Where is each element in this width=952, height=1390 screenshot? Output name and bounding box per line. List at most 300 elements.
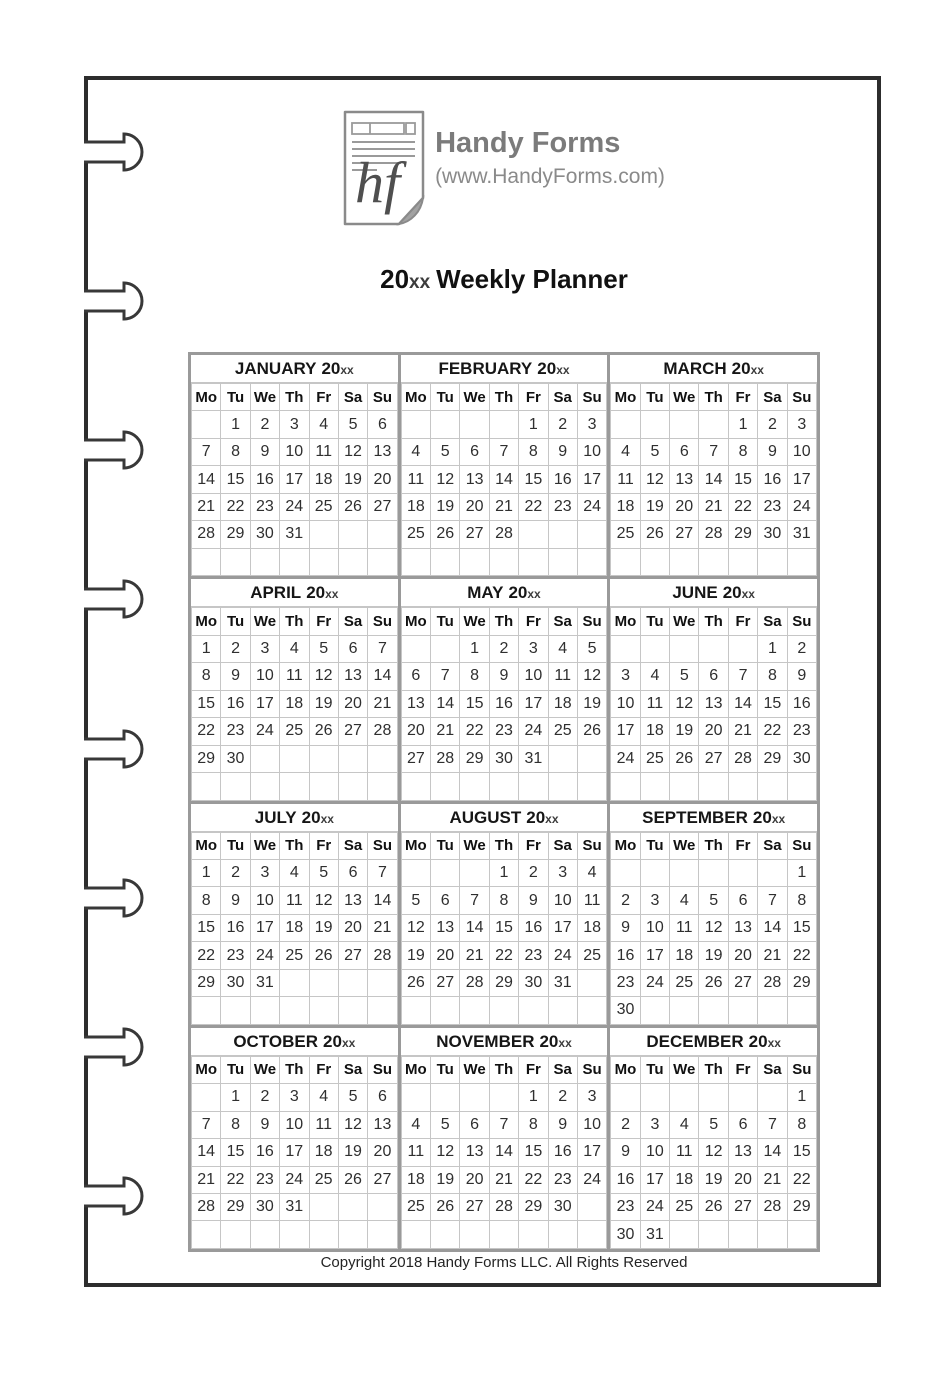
day-cell: 26 — [670, 745, 699, 772]
day-header-row — [192, 1056, 398, 1083]
day-cell: 20 — [460, 1166, 489, 1193]
day-cell: 11 — [577, 887, 606, 914]
day-header-cell: Su — [787, 608, 816, 635]
week-row — [192, 1111, 398, 1138]
day-cell: 11 — [611, 466, 640, 493]
day-cell — [338, 997, 367, 1025]
day-cell: 1 — [192, 635, 221, 662]
day-cell — [338, 745, 367, 772]
day-cell: 1 — [221, 1084, 250, 1111]
day-header-row — [192, 384, 398, 411]
week-row — [401, 772, 607, 800]
day-cell: 1 — [519, 1084, 548, 1111]
day-header-row — [192, 608, 398, 635]
day-cell: 16 — [221, 914, 250, 941]
day-cell — [431, 997, 460, 1025]
day-cell: 17 — [548, 914, 577, 941]
week-row — [401, 1111, 607, 1138]
week-row — [401, 969, 607, 996]
day-cell: 25 — [401, 521, 430, 548]
day-cell — [611, 772, 640, 800]
day-cell: 12 — [338, 438, 367, 465]
day-cell: 26 — [577, 718, 606, 745]
day-cell: 2 — [221, 859, 250, 886]
day-header-cell: Fr — [728, 1056, 757, 1083]
day-cell: 7 — [192, 438, 221, 465]
day-cell: 1 — [460, 635, 489, 662]
week-row — [401, 1194, 607, 1221]
day-cell — [338, 548, 367, 576]
day-cell: 5 — [577, 635, 606, 662]
day-header-cell: Sa — [548, 384, 577, 411]
day-header-row — [611, 832, 817, 859]
day-cell: 2 — [221, 635, 250, 662]
day-header-cell: We — [460, 832, 489, 859]
day-cell: 8 — [758, 663, 787, 690]
day-cell: 14 — [489, 1139, 518, 1166]
day-cell: 4 — [309, 411, 338, 438]
month-title — [191, 1028, 398, 1056]
day-cell — [728, 772, 757, 800]
day-cell: 28 — [758, 1194, 787, 1221]
day-cell — [758, 997, 787, 1025]
day-cell — [489, 1084, 518, 1111]
handy-forms-logo — [188, 110, 820, 226]
day-header-cell: Th — [280, 608, 309, 635]
day-cell: 27 — [728, 1194, 757, 1221]
day-cell: 20 — [728, 942, 757, 969]
day-cell: 24 — [787, 493, 816, 520]
day-header-cell: Sa — [548, 832, 577, 859]
logo-monogram: hf — [355, 150, 401, 215]
month-day-grid — [610, 1056, 817, 1249]
day-cell: 13 — [368, 1111, 397, 1138]
day-cell: 5 — [401, 887, 430, 914]
day-cell: 22 — [221, 493, 250, 520]
day-cell: 22 — [519, 1166, 548, 1193]
day-cell: 18 — [309, 1139, 338, 1166]
day-cell: 23 — [611, 969, 640, 996]
day-cell: 14 — [368, 663, 397, 690]
day-header-cell: We — [670, 608, 699, 635]
day-cell: 28 — [460, 969, 489, 996]
disc-punch-hole-icon — [78, 273, 150, 329]
day-cell: 27 — [460, 521, 489, 548]
day-cell: 24 — [519, 718, 548, 745]
day-cell — [577, 521, 606, 548]
day-cell: 15 — [221, 1139, 250, 1166]
day-cell: 19 — [431, 493, 460, 520]
day-cell — [670, 997, 699, 1025]
day-cell: 24 — [611, 745, 640, 772]
day-cell: 4 — [670, 887, 699, 914]
day-cell — [338, 521, 367, 548]
day-cell: 7 — [489, 1111, 518, 1138]
day-header-cell: Th — [280, 1056, 309, 1083]
day-cell: 21 — [192, 1166, 221, 1193]
day-header-cell: Th — [280, 832, 309, 859]
day-cell: 13 — [338, 887, 367, 914]
day-cell: 8 — [192, 663, 221, 690]
day-cell: 10 — [577, 1111, 606, 1138]
day-header-cell: Tu — [640, 384, 669, 411]
month-day-grid — [610, 607, 817, 800]
day-cell: 2 — [548, 411, 577, 438]
month-year-prefix: 20 — [306, 583, 326, 603]
week-row — [401, 521, 607, 548]
day-cell — [519, 521, 548, 548]
day-header-cell: Mo — [401, 1056, 430, 1083]
day-cell: 14 — [192, 1139, 221, 1166]
day-cell: 12 — [699, 1139, 728, 1166]
day-cell: 2 — [519, 859, 548, 886]
day-header-cell: Sa — [758, 832, 787, 859]
day-cell: 22 — [758, 718, 787, 745]
day-cell: 18 — [548, 690, 577, 717]
day-cell — [577, 1221, 606, 1249]
day-header-cell: Fr — [309, 1056, 338, 1083]
day-cell: 23 — [787, 718, 816, 745]
week-row — [192, 914, 398, 941]
month-title — [401, 1028, 608, 1056]
day-header-cell: Su — [368, 384, 397, 411]
day-cell: 19 — [577, 690, 606, 717]
month-year-prefix: 20 — [731, 359, 751, 378]
month-name: MARCH — [663, 359, 727, 378]
week-row — [192, 521, 398, 548]
day-header-cell: Mo — [401, 832, 430, 859]
day-header-cell: Fr — [728, 384, 757, 411]
week-row — [401, 718, 607, 745]
day-cell: 31 — [280, 521, 309, 548]
disc-punch-hole-icon — [78, 571, 150, 627]
day-cell: 4 — [401, 1111, 430, 1138]
day-cell: 13 — [368, 438, 397, 465]
day-cell — [670, 548, 699, 576]
day-cell: 11 — [640, 690, 669, 717]
day-cell — [489, 411, 518, 438]
week-row — [401, 438, 607, 465]
day-cell: 29 — [728, 521, 757, 548]
day-cell: 17 — [280, 466, 309, 493]
day-cell: 25 — [670, 969, 699, 996]
day-cell: 5 — [640, 438, 669, 465]
day-cell: 25 — [611, 521, 640, 548]
day-cell — [787, 1221, 816, 1249]
day-cell: 5 — [431, 438, 460, 465]
week-row — [611, 914, 817, 941]
month-year-suffix: xx — [325, 587, 339, 602]
day-cell: 4 — [401, 438, 430, 465]
day-cell: 30 — [519, 969, 548, 996]
day-cell: 3 — [250, 859, 279, 886]
disc-punch-hole-icon — [78, 870, 150, 926]
day-cell: 11 — [280, 887, 309, 914]
handy-forms-document-icon — [343, 110, 425, 226]
month-january — [191, 355, 398, 576]
month-title — [401, 804, 608, 832]
day-cell: 29 — [192, 969, 221, 996]
day-cell: 25 — [577, 942, 606, 969]
day-cell: 15 — [787, 914, 816, 941]
week-row — [192, 997, 398, 1025]
day-cell: 6 — [699, 663, 728, 690]
day-cell — [611, 859, 640, 886]
day-cell: 5 — [338, 1084, 367, 1111]
day-cell: 17 — [577, 1139, 606, 1166]
day-cell — [640, 997, 669, 1025]
day-cell: 28 — [192, 521, 221, 548]
day-cell: 28 — [758, 969, 787, 996]
month-name: JULY — [254, 807, 297, 827]
day-cell: 1 — [758, 635, 787, 662]
day-cell — [611, 411, 640, 438]
day-cell: 14 — [460, 914, 489, 941]
month-december — [610, 1028, 817, 1249]
day-cell: 26 — [338, 1166, 367, 1193]
week-row — [192, 1166, 398, 1193]
day-cell: 13 — [338, 663, 367, 690]
day-cell: 14 — [728, 690, 757, 717]
day-header-cell: We — [250, 832, 279, 859]
day-cell: 24 — [250, 942, 279, 969]
week-row — [401, 1221, 607, 1249]
day-header-cell: We — [250, 1056, 279, 1083]
day-cell: 2 — [611, 887, 640, 914]
day-cell: 16 — [489, 690, 518, 717]
day-cell — [221, 1221, 250, 1249]
day-header-cell: Sa — [548, 1056, 577, 1083]
day-cell: 3 — [640, 1111, 669, 1138]
day-cell: 31 — [519, 745, 548, 772]
day-cell: 24 — [577, 493, 606, 520]
month-title — [401, 579, 608, 607]
month-year-prefix: 20 — [748, 1031, 768, 1051]
month-september — [610, 804, 817, 1025]
day-cell — [699, 859, 728, 886]
day-cell: 1 — [192, 859, 221, 886]
day-header-cell: Sa — [758, 384, 787, 411]
day-cell — [787, 772, 816, 800]
day-cell — [368, 745, 397, 772]
day-cell — [192, 1084, 221, 1111]
day-cell — [338, 772, 367, 800]
day-cell: 18 — [401, 493, 430, 520]
day-cell — [250, 548, 279, 576]
month-name: AUGUST — [449, 807, 522, 827]
day-cell — [460, 548, 489, 576]
day-header-cell: Mo — [192, 608, 221, 635]
day-cell — [309, 521, 338, 548]
day-cell: 6 — [368, 1084, 397, 1111]
day-cell — [368, 969, 397, 996]
day-cell: 15 — [489, 914, 518, 941]
day-header-cell: Tu — [640, 608, 669, 635]
day-cell: 22 — [221, 1166, 250, 1193]
day-cell — [368, 521, 397, 548]
day-cell: 19 — [338, 1139, 367, 1166]
day-cell: 31 — [640, 1221, 669, 1249]
day-cell: 23 — [519, 942, 548, 969]
week-row — [192, 663, 398, 690]
day-cell: 14 — [368, 887, 397, 914]
day-cell — [728, 635, 757, 662]
week-row — [611, 521, 817, 548]
day-cell: 18 — [280, 690, 309, 717]
day-cell: 6 — [460, 1111, 489, 1138]
day-cell: 19 — [338, 466, 367, 493]
day-cell: 21 — [489, 493, 518, 520]
week-row — [192, 466, 398, 493]
day-cell — [460, 859, 489, 886]
day-cell: 18 — [640, 718, 669, 745]
day-cell — [250, 997, 279, 1025]
day-cell: 26 — [431, 1194, 460, 1221]
day-cell — [309, 745, 338, 772]
day-cell: 23 — [548, 1166, 577, 1193]
day-cell: 21 — [699, 493, 728, 520]
day-cell: 9 — [489, 663, 518, 690]
day-cell — [401, 1221, 430, 1249]
day-header-row — [192, 832, 398, 859]
brand-url: (www.HandyForms.com) — [435, 164, 665, 188]
day-cell — [309, 969, 338, 996]
day-cell — [577, 745, 606, 772]
month-title — [610, 579, 817, 607]
day-cell: 14 — [699, 466, 728, 493]
day-cell: 10 — [280, 438, 309, 465]
day-cell: 7 — [192, 1111, 221, 1138]
day-header-cell: Tu — [221, 384, 250, 411]
week-row — [401, 411, 607, 438]
day-cell: 16 — [758, 466, 787, 493]
day-cell: 6 — [368, 411, 397, 438]
day-cell: 24 — [577, 1166, 606, 1193]
day-cell: 8 — [221, 438, 250, 465]
day-cell: 16 — [548, 1139, 577, 1166]
day-cell: 5 — [431, 1111, 460, 1138]
day-cell: 15 — [728, 466, 757, 493]
day-cell: 3 — [611, 663, 640, 690]
day-cell: 20 — [699, 718, 728, 745]
day-cell — [431, 1084, 460, 1111]
day-cell: 4 — [280, 635, 309, 662]
day-header-cell: Th — [280, 384, 309, 411]
day-cell: 3 — [519, 635, 548, 662]
week-row — [192, 1194, 398, 1221]
day-cell: 25 — [309, 493, 338, 520]
day-cell: 18 — [309, 466, 338, 493]
day-cell — [280, 969, 309, 996]
day-header-cell: Tu — [221, 832, 250, 859]
week-row — [401, 1166, 607, 1193]
week-row — [192, 1084, 398, 1111]
month-day-grid — [401, 383, 608, 576]
day-cell: 10 — [250, 887, 279, 914]
week-row — [192, 887, 398, 914]
day-cell — [309, 997, 338, 1025]
day-cell: 23 — [221, 942, 250, 969]
day-cell: 19 — [431, 1166, 460, 1193]
day-cell: 20 — [460, 493, 489, 520]
day-cell: 20 — [368, 1139, 397, 1166]
week-row — [401, 635, 607, 662]
day-cell: 13 — [670, 466, 699, 493]
month-year-suffix: xx — [545, 811, 559, 826]
day-cell — [640, 1084, 669, 1111]
month-year-prefix: 20 — [526, 807, 546, 827]
week-row — [611, 772, 817, 800]
day-cell: 3 — [250, 635, 279, 662]
day-cell: 4 — [611, 438, 640, 465]
day-cell — [401, 411, 430, 438]
day-cell: 5 — [699, 1111, 728, 1138]
day-cell: 13 — [728, 1139, 757, 1166]
day-cell: 22 — [519, 493, 548, 520]
day-header-cell: Tu — [431, 1056, 460, 1083]
day-cell — [758, 859, 787, 886]
day-cell: 28 — [368, 942, 397, 969]
day-cell: 26 — [699, 1194, 728, 1221]
day-cell: 19 — [699, 1166, 728, 1193]
month-name: JUNE — [672, 583, 718, 603]
disc-punch-hole-icon — [78, 721, 150, 777]
day-header-cell: Su — [577, 1056, 606, 1083]
day-cell — [489, 548, 518, 576]
day-cell: 30 — [611, 997, 640, 1025]
day-cell: 30 — [250, 521, 279, 548]
day-cell — [577, 548, 606, 576]
day-cell — [728, 1084, 757, 1111]
month-year-prefix: 20 — [722, 583, 742, 603]
week-row — [611, 997, 817, 1025]
day-header-cell: Th — [699, 384, 728, 411]
day-cell — [431, 1221, 460, 1249]
day-cell — [460, 772, 489, 800]
day-cell — [192, 411, 221, 438]
month-november — [401, 1028, 608, 1249]
day-header-cell: Tu — [431, 384, 460, 411]
disc-punch-hole-icon — [78, 1168, 150, 1224]
day-cell: 17 — [250, 690, 279, 717]
day-header-cell: Su — [787, 1056, 816, 1083]
week-row — [611, 1221, 817, 1249]
day-cell: 26 — [431, 521, 460, 548]
day-cell: 4 — [670, 1111, 699, 1138]
month-year-suffix: xx — [527, 587, 541, 602]
day-cell — [699, 997, 728, 1025]
day-cell: 2 — [250, 1084, 279, 1111]
day-header-cell: Mo — [192, 1056, 221, 1083]
day-header-cell: Mo — [401, 608, 430, 635]
day-cell — [640, 859, 669, 886]
day-cell: 2 — [250, 411, 279, 438]
day-cell: 12 — [309, 887, 338, 914]
day-cell — [401, 997, 430, 1025]
month-name: FEBRUARY — [438, 359, 533, 378]
day-cell: 16 — [221, 690, 250, 717]
day-cell: 24 — [640, 1194, 669, 1221]
day-cell — [221, 772, 250, 800]
day-cell: 11 — [309, 438, 338, 465]
day-cell: 17 — [519, 690, 548, 717]
day-header-cell: Sa — [758, 1056, 787, 1083]
day-cell: 26 — [309, 718, 338, 745]
day-cell — [368, 772, 397, 800]
day-cell: 5 — [309, 859, 338, 886]
day-cell — [309, 548, 338, 576]
day-cell: 10 — [280, 1111, 309, 1138]
